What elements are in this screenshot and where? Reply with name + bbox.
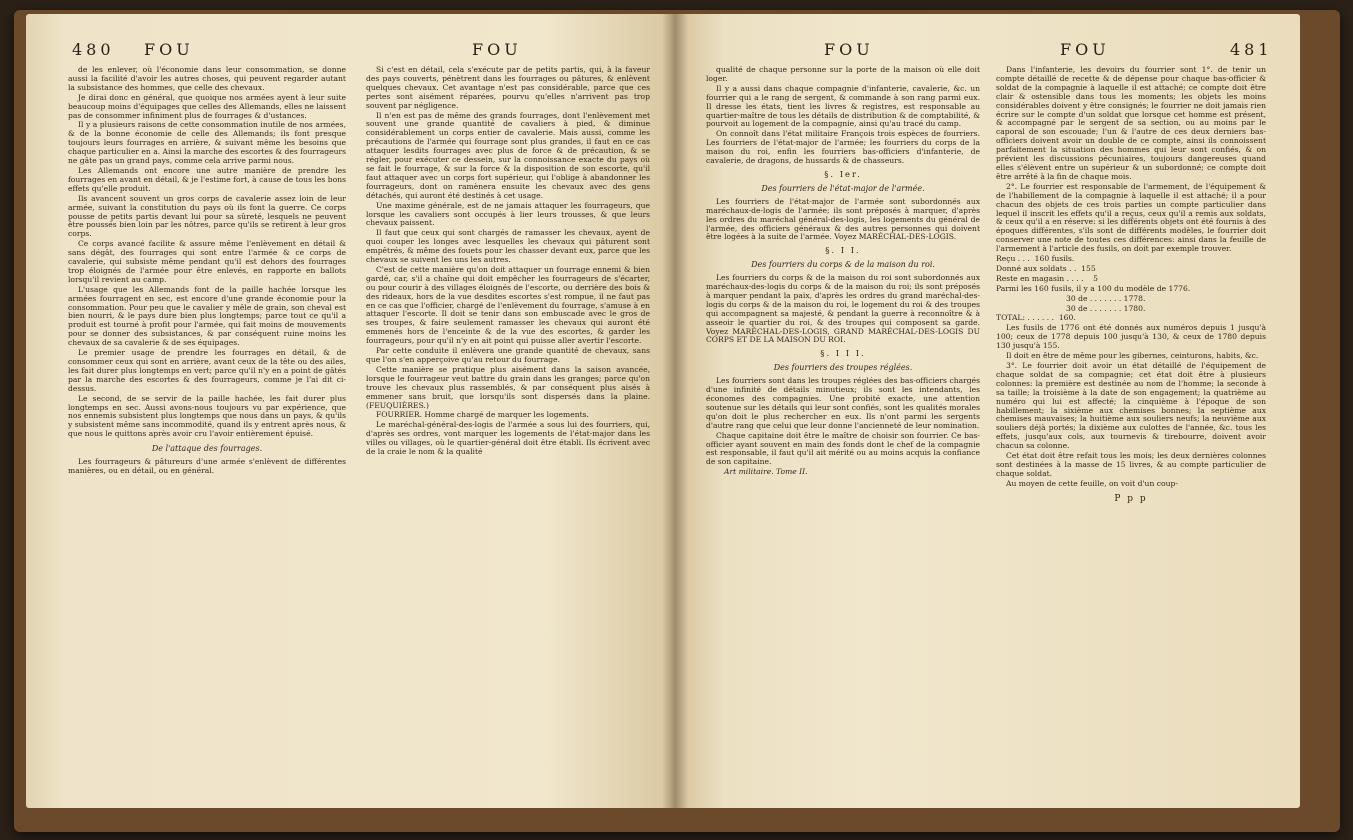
paragraph: Ce corps avancé facilite & assure même l'enlèvement en détail & sans dégât, des fourrages qui sont entre l'armée & ce corps de cavalerie, qui subsiste même pendant qu'il est dehors des fourrages trop éloignés de l'armée pour être enlevés, en rapporte en ballots lorsqu'il revient au camp. — [68, 239, 346, 284]
right-column-2 — [996, 66, 1266, 505]
left-header-word-a: FOU — [144, 40, 194, 59]
paragraph: Le maréchal-général-des-logis de l'armée a sous lui des fourriers, qui, d'après ses ordres, vont marquer les logements de l'état-major dans les villes ou villages, où le quartier-général doit être établi. Ils écrivent avec de la craie le nom & la qualité — [366, 420, 650, 457]
paragraph: Au moyen de cette feuille, on voit d'un coup- — [1006, 478, 1178, 488]
ledger-line: 30 de . . . . . . . 1780. — [996, 303, 1146, 313]
paragraph: Par cette conduite il enlèvera une grande quantité de chevaux, sans que l'on s'en apperçoive qu'au retour du fourrage. — [366, 346, 650, 364]
paragraph: 2°. Le fourrier est responsable de l'armement, de l'équipement & de l'habillement de la compagnie à laquelle il est attaché; il a pour chacun des objets de ces trois parties un compte particulier dans lequel il inscrit les effets qu'il a reçus, ceux qu'il a remis aux soldats, & ceux qu'il a en réserve: si les différents objets ont été fournis à des époques différentes, s'ils sont de différents modèles, le fourrier doit conserver une note de toutes ces différences: ainsi dans la feuille de l'armement à l'article des fusils, on doit par exemple trouver. — [996, 181, 1266, 254]
paragraph: Les fourrageurs & pâtureurs d'une armée s'enlèvent de différentes manières, ou en détail, ou en général. — [68, 457, 346, 475]
paragraph: Les fusils de 1776 ont été donnés aux numéros depuis 1 jusqu'à 100; ceux de 1778 depuis 100 jusqu'à 130, & ceux de 1780 depuis 130 jusqu'à 155. — [996, 323, 1266, 351]
left-header-word-b: FOU — [472, 40, 522, 59]
paragraph: Cet état doit être refait tous les mois; les deux dernières colonnes sont destinées à la masse de 15 livres, & au compte particulier de chaque soldat. — [996, 451, 1266, 478]
paragraph: Le premier usage de prendre les fourrages en détail, & de consommer ceux qui sont en arrière, avant ceux de la tête ou des ailes, les fait durer plus longtemps en vert; parce qu'il n'y en a point de gâtés par la marche des escortes & des fourrageurs, comme je l'ai dit ci-dessus. — [68, 348, 346, 393]
paragraph: 3°. Le fourrier doit avoir un état détaillé de l'équipement de chaque soldat de sa compagnie; cet état doit être à plusieurs colonnes: la première est destinée au nom de l'homme; la seconde à sa taille; la troisième à la date de son engagement; la quatrième au numéro qui lui est affecté; la cinquième à l'époque de son habillement; la sixième aux chemises bonnes; la septième aux chemises mauvaises; la huitième aux souliers neufs; la neuvième aux souliers déjà portés; la dixième aux culottes de l'année, &c. tous les effets, jusqu'aux cols, aux tournevis & tirebourre, doivent avoir chacun sa colonne. — [996, 361, 1266, 451]
right-page — [674, 14, 1300, 808]
section-heading: De l'attaque des fourrages. — [151, 444, 263, 454]
signature-mark: P p p — [1114, 493, 1148, 504]
paragraph: Ils avancent souvent un gros corps de cavalerie assez loin de leur armée, suivant la constitution du pays où ils font la guerre. Ce corps pousse de petits partis devant lui pour sa sûreté, lesquels ne peuvent être poussés bien loin par les nôtres, parce qu'ils se retirent à leur gros corps. — [68, 193, 346, 239]
paragraph: Cette manière se pratique plus aisément dans la saison avancée, lorsque le fourrageur veut battre du grain dans les granges; parce qu'on trouve les chevaux plus rassemblés, & par conséquent plus aisés à emmener sans bruit, que lorsqu'ils sont dispersés dans la plaine. (FEUQUIÈRES.) — [366, 364, 650, 410]
paragraph: Chaque capitaine doit être le maître de choisir son fourrier. Ce bas-officier ayant souvent en main des fonds dont le chef de la compagnie est responsable, il faut qu'il ait mérité ou au moins acquis la confiance de son capitaine. — [706, 430, 980, 467]
paragraph: Je dirai donc en général, que quoique nos armées ayent à leur suite beaucoup moins d'équipages que celles des Allemands, elles ne laissent pas de consommer infiniment plus de fourrages & d'ustances. — [68, 92, 346, 120]
paragraph: Les fourriers sont dans les troupes réglées des bas-officiers chargés d'une infinité de détails minutieux; ils sont les intendants, les économes des compagnies. Une probité exacte, une attention soutenue sur les détails qui leur sont confiés, sont les qualités morales qu'on doit le plus rechercher en eux. Ils n'ont parmi les sergents d'autre rang que celui que leur donne l'ancienneté de leur nomination. — [706, 376, 980, 430]
section-heading: Des fourriers de l'état-major de l'armée. — [761, 183, 925, 193]
left-page-number: 480 — [72, 40, 115, 59]
right-page-number: 481 — [1230, 40, 1273, 59]
ledger-line: Reste en magasin . . . . 5 — [996, 273, 1098, 283]
paragraph: Les fourriers de l'état-major de l'armée sont subordonnés aux maréchaux-de-logis de l'armée; ils sont préposés à marquer, d'après les ordres du maréchal général-des-logis, les logements du général de l'armée, des officiers généraux & des autres personnes qui doivent être logées à la suite de l'armée. Voyez MARÉCHAL-DES-LOGIS. — [706, 196, 980, 242]
right-header-word-a: FOU — [824, 40, 874, 59]
paragraph: Une maxime générale, est de ne jamais attaquer les fourrageurs, que lorsque les cavaliers sont occupés à lier leurs trousses, & que leurs chevaux paissent. — [366, 200, 650, 228]
paragraph: C'est de cette manière qu'on doit attaquer un fourrage ennemi & bien gardé, car, s'il a chaîne qui doit empêcher les fourrageurs de s'écarter, ou pour courir à des villages éloignés de l'escorte, ou derrière des bois & des rideaux, hors de la vue desdites escortes s'est rompue, il ne faut pas en ce cas que l'officier, chargé de l'enlèvement du fourrage, s'amuse à en attaquer l'escorte. Il doit se tenir dans son embuscade avec le gros de ses troupes, & faire seulement ramasser les chevaux qui auront été emmenés hors de l'enceinte & de la vue des escortes, & garder les fourrageurs, pour qu'il n'y en ait point qui puisse aller avertir l'escorte. — [366, 264, 650, 346]
left-column-1 — [68, 66, 346, 477]
left-column-2 — [366, 66, 650, 458]
paragraph: Les fourriers du corps & de la maison du roi sont subordonnés aux maréchaux-des-logis du corps & de la maison du roi; ils sont préposés à marquer pendant la paix, d'après les ordres du grand maréchal-des-logis du corps & de la maison du roi, le logement du roi & des troupes qui accompagnent sa majesté, & pendant la guerre à reconnoître & à asseoir le quartier du roi, & des troupes qui composent sa garde. Voyez MARÉCHAL-DES-LOGIS, GRAND MARÉCHAL-DES-LOGIS DU CORPS ET DE LA MAISON DU ROI. — [706, 273, 980, 345]
paragraph: Il y a aussi dans chaque compagnie d'infanterie, cavalerie, &c. un fourrier qui a le rang de sergent, & commande à son rang parmi eux. Il dresse les états, tient les livres & registres, est responsable au quartier-maître de tous les détails de distribution & de comptabilité, & pourvoit au logement de la compagnie, ainsi qu'au tracé du camp. — [706, 83, 980, 129]
paragraph: Si c'est en détail, cela s'exécute par de petits partis, qui, à la faveur des pays couverts, pénètrent dans les fourrages ou pâtures, & enlèvent quelques chevaux. Cet avantage n'est pas considérable, parce que ces pertes sont aisément réparées, pourvu qu'elles n'arrivent pas trop souvent par négligence. — [366, 65, 650, 110]
paragraph: de les enlever, où l'économie dans leur consommation, se donne aussi la facilité d'avoir les autres choses, qui peuvent regarder autant la subsistance des hommes, que celle des chevaux. — [68, 65, 346, 92]
section-number: §. I I I. — [820, 348, 866, 359]
section-number: §. Ier. — [824, 168, 862, 179]
paragraph: L'usage que les Allemands font de la paille hachée lorsque les armées fourragent en sec, est encore d'une grande économie pour la consommation. Pour peu que le cavalier y mêle de grain, son cheval est bien nourri, & le pays dure bien plus longtemps; parce tout ce qu'il a produit est tourné à profit pour l'armée, qui fait moins de mouvements pour se donner des subsistances, & par conséquent ruine moins les chevaux de sa cavalerie & de ses équipages. — [68, 284, 346, 348]
section-number: §. I I. — [825, 245, 861, 256]
left-page — [26, 14, 674, 808]
paragraph: Il faut que ceux qui sont chargés de ramasser les chevaux, ayent de quoi couper les longes avec lesquelles les chevaux qui pâturent sont empêtrés, & même des fouets pour les chasser devant eux, parce que les chevaux se suivent les uns les autres. — [366, 228, 650, 265]
paragraph: Il doit en être de même pour les gibernes, ceinturons, habits, &c. — [1006, 351, 1259, 361]
ledger-line: Reçu . . . 160 fusils. — [996, 254, 1075, 264]
ledger-total: TOTAL: . . . . . . 160. — [996, 313, 1076, 323]
section-heading: Des fourriers du corps & de la maison du roi. — [751, 260, 935, 270]
paragraph: Il y a plusieurs raisons de cette consommation inutile de nos armées, & de la bonne économie de celle des Allemands; ils font presque toujours leurs fourrages en arrière, & suivant même les besoins que chaque particulier en a. Ainsi la marche des escortes & des fourrageurs ne gâte pas un grand pays, comme cela arrive parmi nous. — [68, 120, 346, 166]
paragraph: Dans l'infanterie, les devoirs du fourrier sont 1°. de tenir un compte détaillé de recette & de dépense pour chaque bas-officier & soldat de la compagnie à laquelle il est attaché; ce compte doit être clair & ostensible dans tous les moments; les objets les moins considérables doivent y être consignés; le fourrier ne doit jamais rien écrire sur le compte d'un soldat que lorsque cet homme est présent, & accompagné par le sergent de sa section, ou au moins par le caporal de son escouade; l'un & l'autre de ces deux derniers bas-officiers doivent avoir un double de ce compte, ainsi ils connoissent parfaitement la situation des hommes qui leur sont confiés, & on prévient les discussions pécuniaires, toujours dangereuses quand elles s'élèvent entre un supérieur & un subordonné; ce compte doit être arrêté à la fin de chaque mois. — [996, 65, 1266, 181]
paragraph: qualité de chaque personne sur la porte de la maison où elle doit loger. — [706, 65, 980, 83]
right-header-word-b: FOU — [1060, 40, 1110, 59]
volume-footer: Art militaire. Tome II. — [724, 467, 808, 477]
book-gutter — [662, 14, 688, 808]
paragraph: Le second, de se servir de la paille hachée, les fait durer plus longtemps en sec. Aussi avons-nous toujours vu par expérience, que nos ennemis subsistent plus longtemps que nous dans un pays, & qu'ils y subsistent même sans incommodité, quand ils y entrent après nous, & que nous le quittons après avoir cru l'avoir entièrement épuisé. — [68, 393, 346, 439]
paragraph: Il n'en est pas de même des grands fourrages, dont l'enlèvement met souvent une grande quantité de cavaliers à pied, & diminue considérablement un corps entier de cavalerie. Mais aussi, comme les précautions de l'armée qui fourrage sont plus grandes, il faut en ce cas attaquer lesdits fourrages avec plus de force & de précaution, & se régler, pour exécuter ce dessein, sur la connoissance exacte du pays où se fait le fourrage, & sur la force & la disposition de son escorte, qu'il faut attaquer avec un corps fort supérieur, qui l'oblige à abandonner les fourrageurs, dont on ramènera ensuite les chevaux avec des gens détachés, qui auront été destinés à cet usage. — [366, 110, 650, 200]
ledger-line: Parmi les 160 fusils, il y a 100 du modèle de 1776. — [996, 283, 1191, 293]
section-heading: Des fourriers des troupes réglées. — [773, 363, 913, 373]
ledger-line: Donné aux soldats . . 155 — [996, 263, 1096, 273]
paragraph: FOURRIER. Homme chargé de marquer les logements. — [376, 410, 589, 420]
paragraph: On connoît dans l'état militaire François trois espèces de fourriers. Les fourriers de l'état-major de l'armée; les fourriers du corps de la maison du roi, enfin les fourriers bas-officiers d'infanterie, de cavalerie, de dragons, de hussards & de chasseurs. — [706, 129, 980, 166]
right-column-1 — [706, 66, 980, 478]
ledger-line: 30 de . . . . . . . 1778. — [996, 293, 1146, 303]
paragraph: Les Allemands ont encore une autre manière de prendre les fourrages en avant en détail, & je l'estime fort, à cause de tous les bons effets qu'elle produit. — [68, 165, 346, 193]
